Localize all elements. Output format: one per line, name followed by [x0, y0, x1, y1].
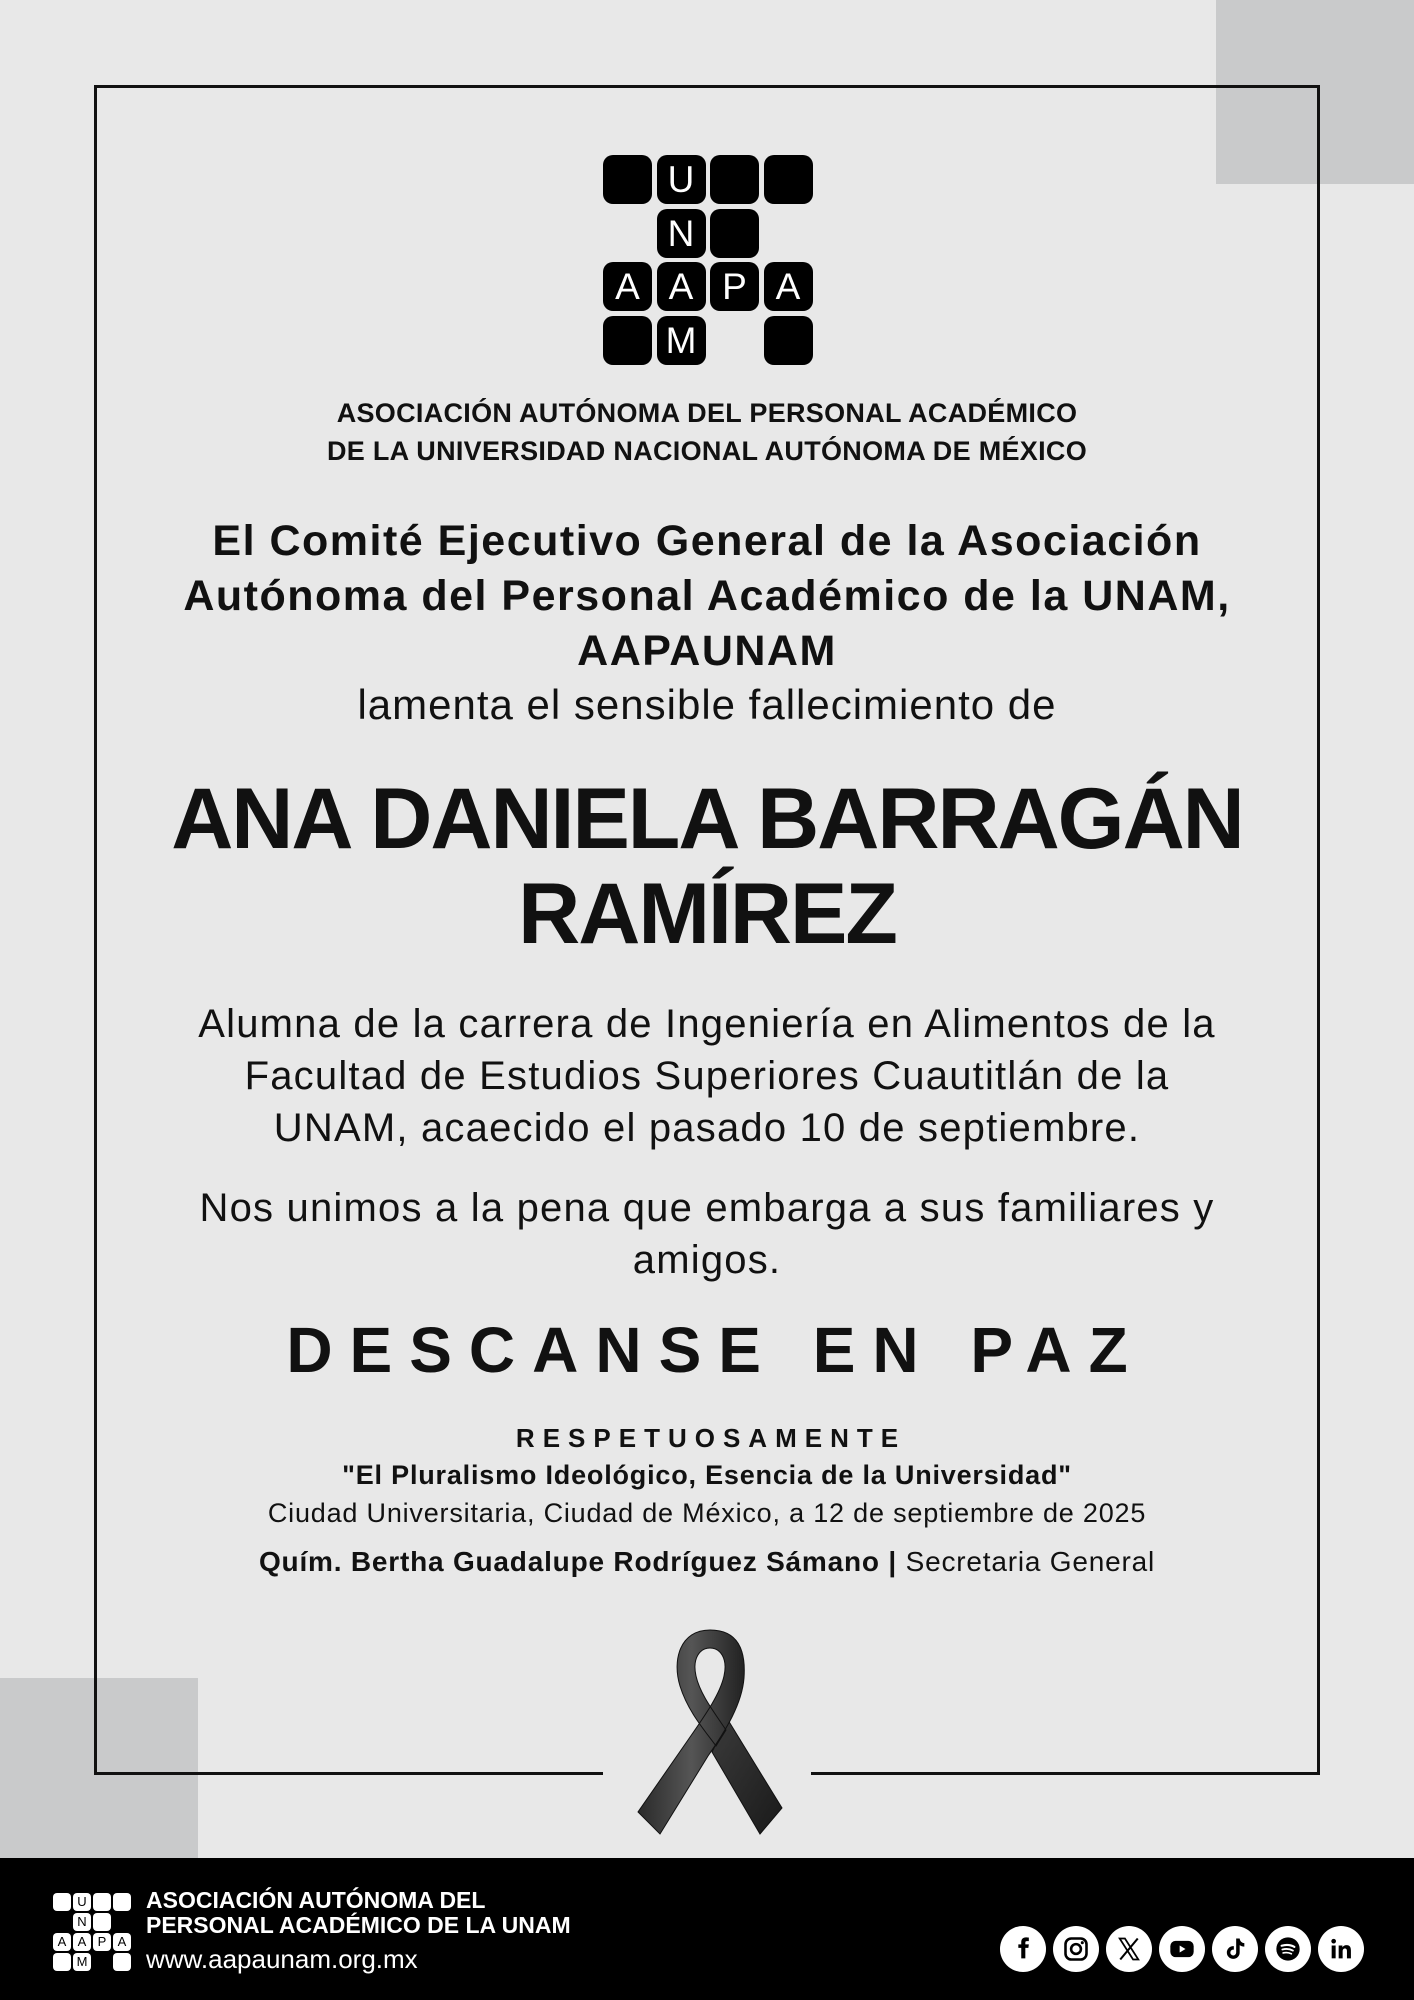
- footer-logo-tile-blank: [113, 1893, 131, 1911]
- description-line-3: UNAM, acaecido el pasado 10 de septiembre.: [273, 1106, 1141, 1150]
- respectfully-text: RESPETUOSAMENTE: [515, 1423, 907, 1453]
- tiktok-icon[interactable]: [1212, 1926, 1258, 1972]
- footer-logo-tile-blank: [93, 1893, 111, 1911]
- footer-logo-tile-blank: [93, 1913, 111, 1931]
- logo-tile-p: P: [710, 262, 759, 311]
- committee-line-2: Autónoma del Personal Académico de la UNAM,: [183, 572, 1231, 620]
- deceased-name: [120, 772, 1294, 962]
- youtube-icon[interactable]: [1159, 1926, 1205, 1972]
- logo-tile-blank: [603, 155, 652, 204]
- logo-tile-blank: [603, 316, 652, 365]
- logo-tile-blank: [710, 155, 759, 204]
- place-date-text: Ciudad Universitaria, Ciudad de México, a 12 de septiembre de 2025: [267, 1498, 1147, 1528]
- condolence-line-1: Nos unimos a la pena que embarga a sus familiares y: [199, 1186, 1215, 1230]
- footer-website-link[interactable]: www.aapaunam.org.mx: [146, 1944, 418, 1974]
- footer-logo-tile-n: N: [73, 1913, 91, 1931]
- motto-text: "El Pluralismo Ideológico, Esencia de la Universidad": [342, 1460, 1072, 1490]
- description-line-1: Alumna de la carrera de Ingeniería en Alimentos de la: [198, 1002, 1216, 1046]
- committee-statement: [120, 514, 1294, 731]
- signer-role: Secretaria General: [897, 1546, 1156, 1577]
- signer-name: Quím. Bertha Guadalupe Rodríguez Sámano |: [258, 1546, 898, 1577]
- logo-tile-u: U: [657, 155, 706, 204]
- organization-name: [120, 394, 1294, 470]
- x-icon[interactable]: [1106, 1926, 1152, 1972]
- org-line-1: ASOCIACIÓN AUTÓNOMA DEL PERSONAL ACADÉMICO: [336, 398, 1078, 428]
- deceased-name-line-1: ANA DANIELA BARRAGÁN: [171, 771, 1243, 867]
- committee-line-3: AAPAUNAM: [577, 627, 837, 675]
- footer-logo-tile-blank: [113, 1953, 131, 1971]
- logo-tile-m: M: [657, 316, 706, 365]
- spotify-icon[interactable]: [1265, 1926, 1311, 1972]
- logo-tile-a: A: [764, 262, 813, 311]
- rip-text: DESCANSE EN PAZ: [286, 1314, 1145, 1386]
- footer-logo-tile-p: P: [93, 1933, 111, 1951]
- facebook-icon[interactable]: [1000, 1926, 1046, 1972]
- logo-tile-a: A: [657, 262, 706, 311]
- footer-logo-tile-a: A: [113, 1933, 131, 1951]
- deceased-name-line-2: RAMÍREZ: [518, 866, 896, 962]
- footer-logo-tile-blank: [53, 1953, 71, 1971]
- condolence-message: [120, 1182, 1294, 1286]
- logo-tile-n: N: [657, 209, 706, 258]
- signature-block: [120, 1420, 1294, 1582]
- deceased-description: [120, 998, 1294, 1154]
- org-line-2: DE LA UNIVERSIDAD NACIONAL AUTÓNOMA DE MÉXICO: [326, 436, 1088, 466]
- footer-org-line-2: PERSONAL ACADÉMICO DE LA UNAM: [146, 1912, 571, 1938]
- logo-tile-blank: [764, 316, 813, 365]
- instagram-icon[interactable]: [1053, 1926, 1099, 1972]
- footer-logo-tile-blank: [53, 1893, 71, 1911]
- footer-logo-tile-a: A: [73, 1933, 91, 1951]
- laments-text: lamenta el sensible fallecimiento de: [357, 681, 1057, 728]
- condolence-line-2: amigos.: [632, 1238, 782, 1282]
- footer-org-line-1: ASOCIACIÓN AUTÓNOMA DEL: [146, 1887, 486, 1913]
- rest-in-peace: [120, 1312, 1294, 1388]
- committee-line-1: El Comité Ejecutivo General de la Asociación: [212, 517, 1202, 565]
- logo-tile-a: A: [603, 262, 652, 311]
- logo-tile-blank: [710, 209, 759, 258]
- footer-logo-tile-a: A: [53, 1933, 71, 1951]
- footer-logo-tile-m: M: [73, 1953, 91, 1971]
- linkedin-icon[interactable]: [1318, 1926, 1364, 1972]
- mourning-ribbon-icon: [630, 1620, 790, 1840]
- signer-line: [120, 1542, 1294, 1582]
- footer-logo-tile-u: U: [73, 1893, 91, 1911]
- logo-tile-blank: [764, 155, 813, 204]
- description-line-2: Facultad de Estudios Superiores Cuautitlán de la: [244, 1054, 1170, 1098]
